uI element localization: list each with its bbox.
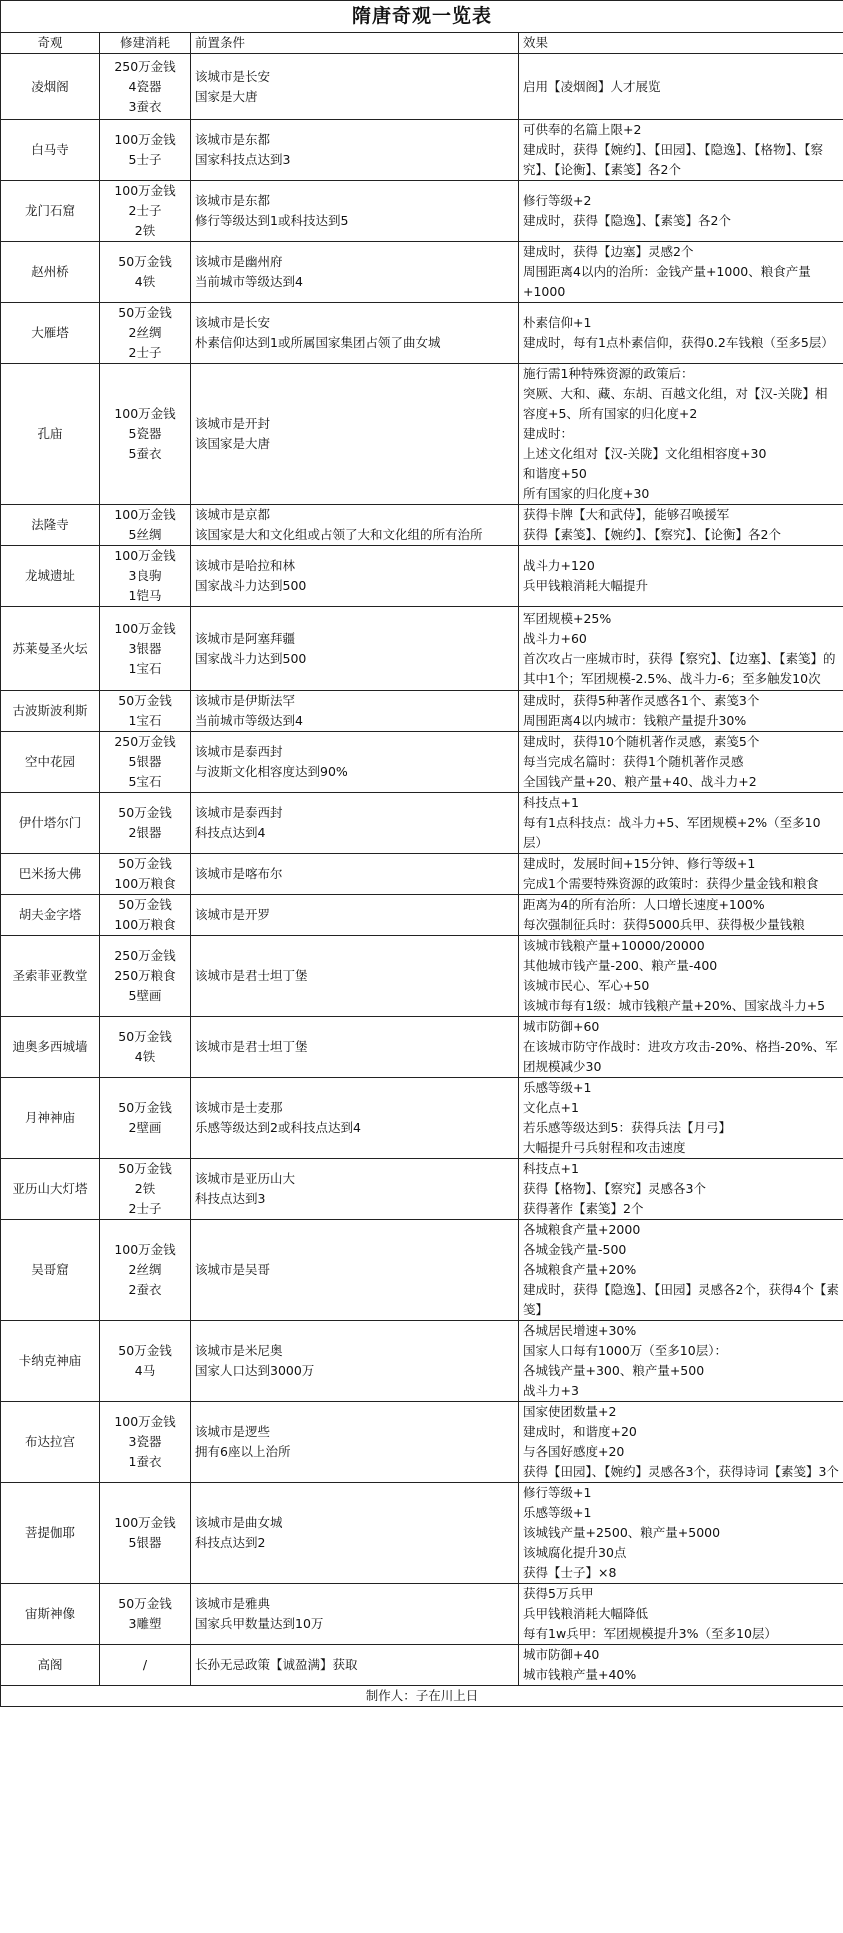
author-credit: 制作人：子在川上日: [1, 1686, 843, 1707]
effect-line: 国家人口每有1000万（至多10层）：: [523, 1343, 727, 1358]
wonder-name: 迪奥多西城墙: [1, 1017, 100, 1078]
build-cost-cell: [100, 303, 191, 364]
cost-item: 50万金钱: [118, 1161, 172, 1176]
prerequisite-line: 该城市是东都: [195, 132, 271, 147]
header-prerequisite: 前置条件: [191, 33, 519, 54]
table-row: [1, 1645, 843, 1686]
header-wonder: 奇观: [1, 33, 100, 54]
effect-line: 科技点+1: [523, 795, 579, 810]
effect-cell: [519, 1321, 843, 1402]
effect-line: 建成时，获得【隐逸】、【素笺】各2个: [523, 213, 731, 228]
table-row: [1, 54, 843, 120]
wonder-name: 亚历山大灯塔: [1, 1159, 100, 1220]
table-row: [1, 793, 843, 854]
cost-item: 4铁: [134, 1049, 156, 1064]
prerequisite-cell: [191, 691, 519, 732]
effect-line: 各城粮食产量+20%: [523, 1262, 637, 1277]
cost-item: 50万金钱: [118, 897, 172, 912]
wonder-name: 大雁塔: [1, 303, 100, 364]
table-row: [1, 607, 843, 691]
build-cost-cell: [100, 54, 191, 120]
prerequisite-line: 该城市是雅典: [195, 1596, 271, 1611]
effect-cell: [519, 242, 843, 303]
cost-item: 5丝绸: [128, 527, 162, 542]
effect-line: 文化点+1: [523, 1100, 579, 1115]
cost-item: 100万金钱: [114, 183, 176, 198]
table-row: [1, 1584, 843, 1645]
wonder-name: 高阁: [1, 1645, 100, 1686]
cost-item: 250万粮食: [114, 968, 176, 983]
prerequisite-line: 当前城市等级达到4: [195, 713, 303, 728]
header-effect: 效果: [519, 33, 843, 54]
effect-cell: [519, 54, 843, 120]
effect-line: 施行需1种特殊资源的政策后：: [523, 366, 694, 381]
effect-line: 战斗力+60: [523, 630, 587, 646]
effect-line: 和谐度+50: [523, 466, 587, 481]
prerequisite-line: 拥有6座以上治所: [195, 1444, 291, 1459]
prerequisite-line: 该城市是哈拉和林: [195, 558, 296, 573]
cost-item: 100万金钱: [114, 1242, 176, 1257]
table-row: [1, 1017, 843, 1078]
build-cost-cell: [100, 1645, 191, 1686]
effect-cell: [519, 732, 843, 793]
effect-cell: [519, 120, 843, 181]
cost-item: 5蚕衣: [128, 446, 162, 461]
effect-line: 建成时，发展时间+15分钟、修行等级+1: [523, 856, 756, 871]
build-cost-cell: [100, 691, 191, 732]
effect-line: 建成时：: [523, 426, 574, 441]
effect-line: 建成时，每有1点朴素信仰，获得0.2车钱粮（至多5层）: [523, 335, 834, 350]
cost-item: 100万金钱: [114, 132, 176, 147]
effect-cell: [519, 364, 843, 505]
prerequisite-line: 该城市是阿塞拜疆: [195, 630, 296, 646]
effect-line: 战斗力+3: [523, 1383, 579, 1398]
prerequisite-line: 国家人口达到3000万: [195, 1363, 315, 1378]
cost-item: 2铁: [134, 223, 156, 238]
cost-item: 4瓷器: [128, 78, 162, 94]
prerequisite-line: 该城市是开封: [195, 416, 271, 431]
effect-cell: [519, 691, 843, 732]
cost-item: /: [142, 1657, 148, 1672]
cost-item: 2丝绸: [128, 1262, 162, 1277]
build-cost-cell: [100, 505, 191, 546]
effect-line: 建成时，获得【婉约】、【田园】、【隐逸】、【格物】、【察究】、【论衡】、【素笺】各2个: [523, 142, 824, 177]
prerequisite-line: 该城市是东都: [195, 193, 271, 208]
wonder-name: 吴哥窟: [1, 1220, 100, 1321]
cost-item: 50万金钱: [118, 693, 172, 708]
build-cost-cell: [100, 1402, 191, 1483]
effect-line: 建成时，获得5种著作灵感各1个、素笺3个: [523, 693, 760, 708]
prerequisite-line: 国家兵甲数量达到10万: [195, 1616, 324, 1631]
build-cost-cell: [100, 1078, 191, 1159]
cost-item: 5士子: [128, 152, 162, 167]
effect-cell: [519, 1483, 843, 1584]
prerequisite-line: 该城市是君士坦丁堡: [195, 968, 308, 983]
effect-line: 建成时，获得【隐逸】、【田园】灵感各2个，获得4个【素笺】: [523, 1282, 839, 1317]
cost-item: 5宝石: [128, 774, 162, 789]
effect-cell: [519, 1220, 843, 1321]
table-title: 隋唐奇观一览表: [1, 1, 843, 33]
cost-item: 100万粮食: [114, 917, 176, 932]
table-row: [1, 1402, 843, 1483]
cost-item: 50万金钱: [118, 856, 172, 871]
prerequisite-line: 长孙无忌政策【诚盈满】获取: [195, 1657, 358, 1672]
cost-item: 100万粮食: [114, 876, 176, 891]
wonder-name: 白马寺: [1, 120, 100, 181]
build-cost-cell: [100, 1159, 191, 1220]
prerequisite-line: 该城市是泰西封: [195, 805, 283, 820]
wonder-name: 菩提伽耶: [1, 1483, 100, 1584]
build-cost-cell: [100, 120, 191, 181]
cost-item: 5银器: [128, 754, 162, 769]
effect-line: 其他城市钱产量-200、粮产量-400: [523, 958, 718, 973]
cost-item: 2士子: [128, 203, 162, 218]
effect-cell: [519, 546, 843, 607]
effect-line: 获得【格物】、【察究】灵感各3个: [523, 1181, 706, 1196]
cost-item: 1宝石: [128, 713, 162, 728]
cost-item: 3良驹: [128, 568, 162, 583]
prerequisite-line: 该城市是幽州府: [195, 254, 283, 269]
prerequisite-cell: [191, 54, 519, 120]
prerequisite-line: 国家战斗力达到500: [195, 650, 307, 666]
effect-line: 该城市钱粮产量+10000/20000: [523, 938, 705, 953]
cost-item: 2蚕衣: [128, 1282, 162, 1297]
prerequisite-line: 该城市是喀布尔: [195, 866, 283, 881]
table-row: [1, 364, 843, 505]
cost-item: 100万金钱: [114, 1414, 176, 1429]
effect-line: 获得【士子】×8: [523, 1565, 617, 1580]
cost-item: 250万金钱: [114, 734, 176, 749]
effect-line: 乐感等级+1: [523, 1080, 592, 1095]
effect-line: 各城居民增速+30%: [523, 1323, 637, 1338]
cost-item: 4铁: [134, 274, 156, 289]
table-row: [1, 242, 843, 303]
effect-line: 所有国家的归化度+30: [523, 486, 650, 501]
cost-item: 2士子: [128, 1201, 162, 1216]
cost-item: 4马: [134, 1363, 156, 1378]
effect-line: 全国钱产量+20、粮产量+40、战斗力+2: [523, 774, 757, 789]
effect-cell: [519, 936, 843, 1017]
effect-line: 该城腐化提升30点: [523, 1545, 627, 1560]
table-row: [1, 895, 843, 936]
effect-line: 建成时，获得10个随机著作灵感，素笺5个: [523, 734, 760, 749]
effect-cell: [519, 1402, 843, 1483]
prerequisite-line: 该城市是米尼奥: [195, 1343, 283, 1358]
effect-line: 获得【素笺】、【婉约】、【察究】、【论衡】各2个: [523, 527, 781, 542]
prerequisite-cell: [191, 936, 519, 1017]
prerequisite-line: 国家战斗力达到500: [195, 578, 307, 593]
prerequisite-cell: [191, 793, 519, 854]
effect-line: 该城钱产量+2500、粮产量+5000: [523, 1525, 721, 1540]
wonder-name: 龙门石窟: [1, 181, 100, 242]
cost-item: 5银器: [128, 1535, 162, 1550]
prerequisite-line: 该城市是京都: [195, 507, 271, 522]
cost-item: 100万金钱: [114, 548, 176, 563]
prerequisite-cell: [191, 242, 519, 303]
effect-line: 周围距离4以内的治所：金钱产量+1000、粮食产量+1000: [523, 264, 811, 299]
effect-line: 兵甲钱粮消耗大幅降低: [523, 1606, 649, 1621]
wonder-name: 卡纳克神庙: [1, 1321, 100, 1402]
cost-item: 2银器: [128, 825, 162, 840]
table-row: [1, 1321, 843, 1402]
effect-cell: [519, 895, 843, 936]
build-cost-cell: [100, 936, 191, 1017]
effect-line: 周围距离4以内城市：钱粮产量提升30%: [523, 713, 747, 728]
cost-item: 100万金钱: [114, 1515, 176, 1530]
prerequisite-line: 乐感等级达到2或科技点达到4: [195, 1120, 361, 1135]
cost-item: 1宝石: [128, 660, 162, 676]
cost-item: 2士子: [128, 345, 162, 360]
effect-line: 获得5万兵甲: [523, 1586, 594, 1601]
build-cost-cell: [100, 242, 191, 303]
effect-line: 上述文化组对【汉-关陇】文化组相容度+30: [523, 446, 767, 461]
header-row: [1, 33, 843, 54]
prerequisite-line: 该城市是君士坦丁堡: [195, 1039, 308, 1054]
wonder-name: 法隆寺: [1, 505, 100, 546]
prerequisite-cell: [191, 1017, 519, 1078]
effect-line: 获得【田园】、【婉约】灵感各3个，获得诗词【素笺】3个: [523, 1464, 839, 1479]
table-row: [1, 303, 843, 364]
effect-line: 每次强制征兵时：获得5000兵甲、获得极少量钱粮: [523, 917, 805, 932]
table-row: [1, 732, 843, 793]
cost-item: 100万金钱: [114, 620, 176, 636]
effect-line: 获得卡牌【大和武侍】，能够召唤援军: [523, 507, 730, 522]
effect-cell: [519, 181, 843, 242]
effect-line: 朴素信仰+1: [523, 315, 592, 330]
table-row: [1, 854, 843, 895]
build-cost-cell: [100, 364, 191, 505]
effect-line: 各城粮食产量+2000: [523, 1222, 641, 1237]
table-row: [1, 120, 843, 181]
cost-item: 1铠马: [128, 588, 162, 603]
prerequisite-cell: [191, 303, 519, 364]
effect-line: 与各国好感度+20: [523, 1444, 625, 1459]
wonder-name: 龙城遗址: [1, 546, 100, 607]
prerequisite-cell: [191, 1321, 519, 1402]
table-row: [1, 181, 843, 242]
wonder-name: 伊什塔尔门: [1, 793, 100, 854]
effect-line: 建成时，和谐度+20: [523, 1424, 637, 1439]
build-cost-cell: [100, 1483, 191, 1584]
cost-item: 50万金钱: [118, 805, 172, 820]
build-cost-cell: [100, 1220, 191, 1321]
prerequisite-cell: [191, 1159, 519, 1220]
cost-item: 3瓷器: [128, 1434, 162, 1449]
effect-line: 国家使团数量+2: [523, 1404, 617, 1419]
effect-line: 战斗力+120: [523, 558, 595, 573]
prerequisite-line: 该国家是大和文化组或占领了大和文化组的所有治所: [195, 527, 483, 542]
cost-item: 5瓷器: [128, 426, 162, 441]
effect-line: 突厥、大和、藏、东胡、百越文化组，对【汉-关陇】相容度+5、所有国家的归化度+2: [523, 386, 828, 421]
effect-line: 该城市民心、军心+50: [523, 978, 650, 993]
prerequisite-cell: [191, 607, 519, 691]
cost-item: 100万金钱: [114, 507, 176, 522]
prerequisite-cell: [191, 505, 519, 546]
prerequisite-line: 与波斯文化相容度达到90%: [195, 764, 348, 779]
prerequisite-cell: [191, 364, 519, 505]
effect-line: 军团规模+25%: [523, 610, 612, 626]
prerequisite-line: 该城市是开罗: [195, 907, 271, 922]
table-row: [1, 1159, 843, 1220]
prerequisite-line: 该城市是曲女城: [195, 1515, 283, 1530]
wonder-name: 赵州桥: [1, 242, 100, 303]
cost-item: 50万金钱: [118, 1100, 172, 1115]
cost-item: 3雕塑: [128, 1616, 162, 1631]
build-cost-cell: [100, 1321, 191, 1402]
prerequisite-line: 该城市是伊斯法罕: [195, 693, 296, 708]
prerequisite-cell: [191, 120, 519, 181]
effect-line: 获得著作【素笺】2个: [523, 1201, 644, 1216]
wonder-name: 布达拉宫: [1, 1402, 100, 1483]
prerequisite-cell: [191, 1220, 519, 1321]
prerequisite-cell: [191, 732, 519, 793]
prerequisite-line: 修行等级达到1或科技达到5: [195, 213, 349, 228]
cost-item: 2丝绸: [128, 325, 162, 340]
wonder-name: 苏莱曼圣火坛: [1, 607, 100, 691]
effect-line: 各城金钱产量-500: [523, 1242, 627, 1257]
effect-line: 城市防御+40: [523, 1647, 600, 1662]
effect-line: 首次攻占一座城市时，获得【察究】、【边塞】、【素笺】的其中1个；军团规模-2.5%、战斗力-6；至多触发10次: [523, 650, 836, 686]
effect-line: 城市钱粮产量+40%: [523, 1667, 637, 1682]
cost-item: 50万金钱: [118, 1029, 172, 1044]
prerequisite-line: 朴素信仰达到1或所属国家集团占领了曲女城: [195, 335, 441, 350]
build-cost-cell: [100, 793, 191, 854]
table-row: [1, 546, 843, 607]
prerequisite-line: 国家是大唐: [195, 88, 258, 104]
table-row: [1, 505, 843, 546]
cost-item: 3银器: [128, 640, 162, 656]
header-cost: 修建消耗: [100, 33, 191, 54]
cost-item: 1蚕衣: [128, 1454, 162, 1469]
effect-line: 各城钱产量+300、粮产量+500: [523, 1363, 705, 1378]
wonder-name: 圣索菲亚教堂: [1, 936, 100, 1017]
effect-line: 建成时，获得【边塞】灵感2个: [523, 244, 694, 259]
effect-line: 修行等级+2: [523, 193, 592, 208]
effect-line: 该城市每有1级：城市钱粮产量+20%、国家战斗力+5: [523, 998, 826, 1013]
prerequisite-cell: [191, 1584, 519, 1645]
build-cost-cell: [100, 181, 191, 242]
effect-line: 每有1点科技点：战斗力+5、军团规模+2%（至多10层）: [523, 815, 821, 850]
cost-item: 2壁画: [128, 1120, 162, 1135]
effect-line: 乐感等级+1: [523, 1505, 592, 1520]
wonder-name: 凌烟阁: [1, 54, 100, 120]
wonder-name: 巴米扬大佛: [1, 854, 100, 895]
effect-cell: [519, 505, 843, 546]
effect-cell: [519, 854, 843, 895]
prerequisite-cell: [191, 1483, 519, 1584]
prerequisite-line: 科技点达到4: [195, 825, 266, 840]
prerequisite-line: 国家科技点达到3: [195, 152, 291, 167]
effect-line: 每当完成名篇时：获得1个随机著作灵感: [523, 754, 744, 769]
prerequisite-cell: [191, 1078, 519, 1159]
cost-item: 50万金钱: [118, 1596, 172, 1611]
cost-item: 50万金钱: [118, 305, 172, 320]
prerequisite-line: 科技点达到2: [195, 1535, 266, 1550]
cost-item: 5壁画: [128, 988, 162, 1003]
effect-cell: [519, 1584, 843, 1645]
effect-line: 科技点+1: [523, 1161, 579, 1176]
prerequisite-line: 该城市是长安: [195, 315, 271, 330]
build-cost-cell: [100, 607, 191, 691]
cost-item: 250万金钱: [114, 58, 176, 74]
prerequisite-line: 当前城市等级达到4: [195, 274, 303, 289]
prerequisite-line: 该国家是大唐: [195, 436, 271, 451]
effect-cell: [519, 1078, 843, 1159]
wonder-name: 古波斯波利斯: [1, 691, 100, 732]
prerequisite-cell: [191, 1645, 519, 1686]
effect-line: 若乐感等级达到5：获得兵法【月弓】: [523, 1120, 731, 1135]
wonder-name: 胡夫金字塔: [1, 895, 100, 936]
build-cost-cell: [100, 1584, 191, 1645]
prerequisite-line: 该城市是长安: [195, 68, 271, 84]
prerequisite-cell: [191, 546, 519, 607]
effect-line: 修行等级+1: [523, 1485, 592, 1500]
table-row: [1, 1220, 843, 1321]
effect-line: 可供奉的名篇上限+2: [523, 122, 642, 137]
wonder-name: 孔庙: [1, 364, 100, 505]
prerequisite-cell: [191, 181, 519, 242]
table-row: [1, 1078, 843, 1159]
build-cost-cell: [100, 854, 191, 895]
wonder-name: 月神神庙: [1, 1078, 100, 1159]
effect-cell: [519, 1017, 843, 1078]
cost-item: 50万金钱: [118, 1343, 172, 1358]
effect-cell: [519, 1159, 843, 1220]
cost-item: 50万金钱: [118, 254, 172, 269]
table-row: [1, 1483, 843, 1584]
effect-line: 距离为4的所有治所：人口增长速度+100%: [523, 897, 765, 912]
effect-line: 大幅提升弓兵射程和攻击速度: [523, 1140, 686, 1155]
build-cost-cell: [100, 895, 191, 936]
table-row: [1, 691, 843, 732]
effect-line: 城市防御+60: [523, 1019, 600, 1034]
prerequisite-cell: [191, 854, 519, 895]
prerequisite-line: 该城市是泰西封: [195, 744, 283, 759]
build-cost-cell: [100, 732, 191, 793]
build-cost-cell: [100, 1017, 191, 1078]
wonder-name: 宙斯神像: [1, 1584, 100, 1645]
build-cost-cell: [100, 546, 191, 607]
effect-cell: [519, 1645, 843, 1686]
prerequisite-line: 科技点达到3: [195, 1191, 266, 1206]
prerequisite-line: 该城市是吴哥: [195, 1262, 271, 1277]
effect-cell: [519, 607, 843, 691]
effect-line: 每有1w兵甲：军团规模提升3%（至多10层）: [523, 1626, 777, 1641]
prerequisite-line: 该城市是逻些: [195, 1424, 271, 1439]
prerequisite-line: 该城市是士麦那: [195, 1100, 283, 1115]
effect-line: 兵甲钱粮消耗大幅提升: [523, 578, 649, 593]
prerequisite-line: 该城市是亚历山大: [195, 1171, 296, 1186]
cost-item: 100万金钱: [114, 406, 176, 421]
cost-item: 3蚕衣: [128, 98, 162, 114]
cost-item: 2铁: [134, 1181, 156, 1196]
prerequisite-cell: [191, 1402, 519, 1483]
prerequisite-cell: [191, 895, 519, 936]
wonder-name: 空中花园: [1, 732, 100, 793]
effect-cell: [519, 303, 843, 364]
effect-cell: [519, 793, 843, 854]
cost-item: 250万金钱: [114, 948, 176, 963]
effect-line: 在该城市防守作战时：进攻方攻击-20%、格挡-20%、军团规模减少30: [523, 1039, 838, 1074]
effect-line: 启用【凌烟阁】人才展览: [523, 78, 661, 94]
table-row: [1, 936, 843, 1017]
effect-line: 完成1个需要特殊资源的政策时：获得少量金钱和粮食: [523, 876, 819, 891]
